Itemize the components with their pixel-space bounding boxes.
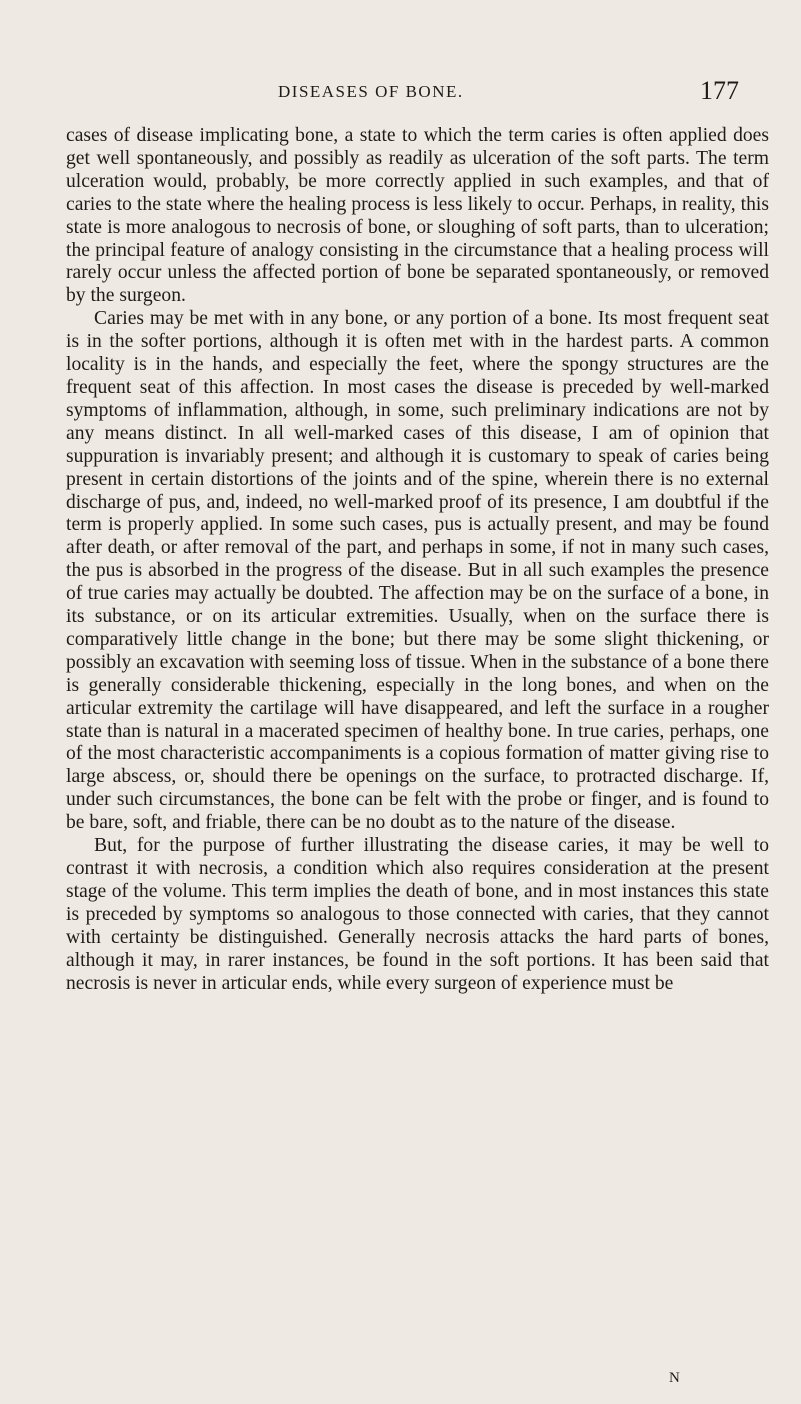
paragraph: cases of disease implicating bone, a state to which the term caries is often applied does get well spontaneously, and possibly as readily as ulceration of the soft parts. The term ulceration would, probably, be more correctly applied in such examples, and that of caries to the state where the healing process is less likely to occur. Perhaps, in reality, this state is more analogous to necrosis of bone, or sloughing of soft parts, than to ulceration; the principal feature of analogy consisting in the circumstance that a healing process will rarely occur unless the affected portion of bone be separated spontaneously, or removed by the surgeon. xyxy=(66,125,769,307)
running-header xyxy=(0,76,801,106)
running-title: DISEASES OF BONE. xyxy=(278,82,464,101)
signature-mark: N xyxy=(669,1370,680,1386)
body-text xyxy=(66,125,769,995)
paragraph: But, for the purpose of further illustrating the disease caries, it may be well to contrast it with necrosis, a condition which also requires consideration at the present stage of the volume. This term implies the death of bone, and in most instances this state is preceded by symptoms so analogous to those connected with caries, that they cannot with certainty be distinguished. Generally necrosis attacks the hard parts of bones, although it may, in rarer instances, be found in the soft portions. It has been said that necrosis is never in articular ends, while every surgeon of experience must be xyxy=(66,835,769,994)
page-number: 177 xyxy=(700,76,739,105)
paragraph: Caries may be met with in any bone, or any portion of a bone. Its most frequent seat is in the softer portions, although it is often met with in the hardest parts. A common locality is in the hands, and especially the feet, where the spongy structures are the frequent seat of this affection. In most cases the disease is preceded by well-marked symptoms of inflammation, although, in some, such preliminary indications are not by any means distinct. In all well-marked cases of this disease, I am of opinion that suppuration is invariably present; and although it is customary to speak of caries being present in certain distortions of the joints and of the spine, wherein there is no external discharge of pus, and, indeed, no well-marked proof of its presence, I am doubtful if the term is properly applied. In some such cases, pus is actually present, and may be found after death, or after removal of the part, and perhaps in some, if not in many such cases, the pus is absorbed in the progress of the disease. But in all such examples the presence of true caries may actually be doubted. The affection may be on the surface of a bone, in its substance, or on its articular extremities. Usually, when on the surface there is comparatively little change in the bone; but there may be some slight thickening, or possibly an excavation with seeming loss of tissue. When in the substance of a bone there is generally considerable thickening, especially in the long bones, and when on the articular extremity the cartilage will have disappeared, and left the surface in a rougher state than is natural in a macerated specimen of healthy bone. In true caries, perhaps, one of the most characteristic accompaniments is a copious formation of matter giving rise to large abscess, or, should there be openings on the surface, to protracted discharge. If, under such circumstances, the bone can be felt with the probe or finger, and is found to be bare, soft, and friable, there can be no doubt as to the nature of the disease. xyxy=(66,308,769,834)
